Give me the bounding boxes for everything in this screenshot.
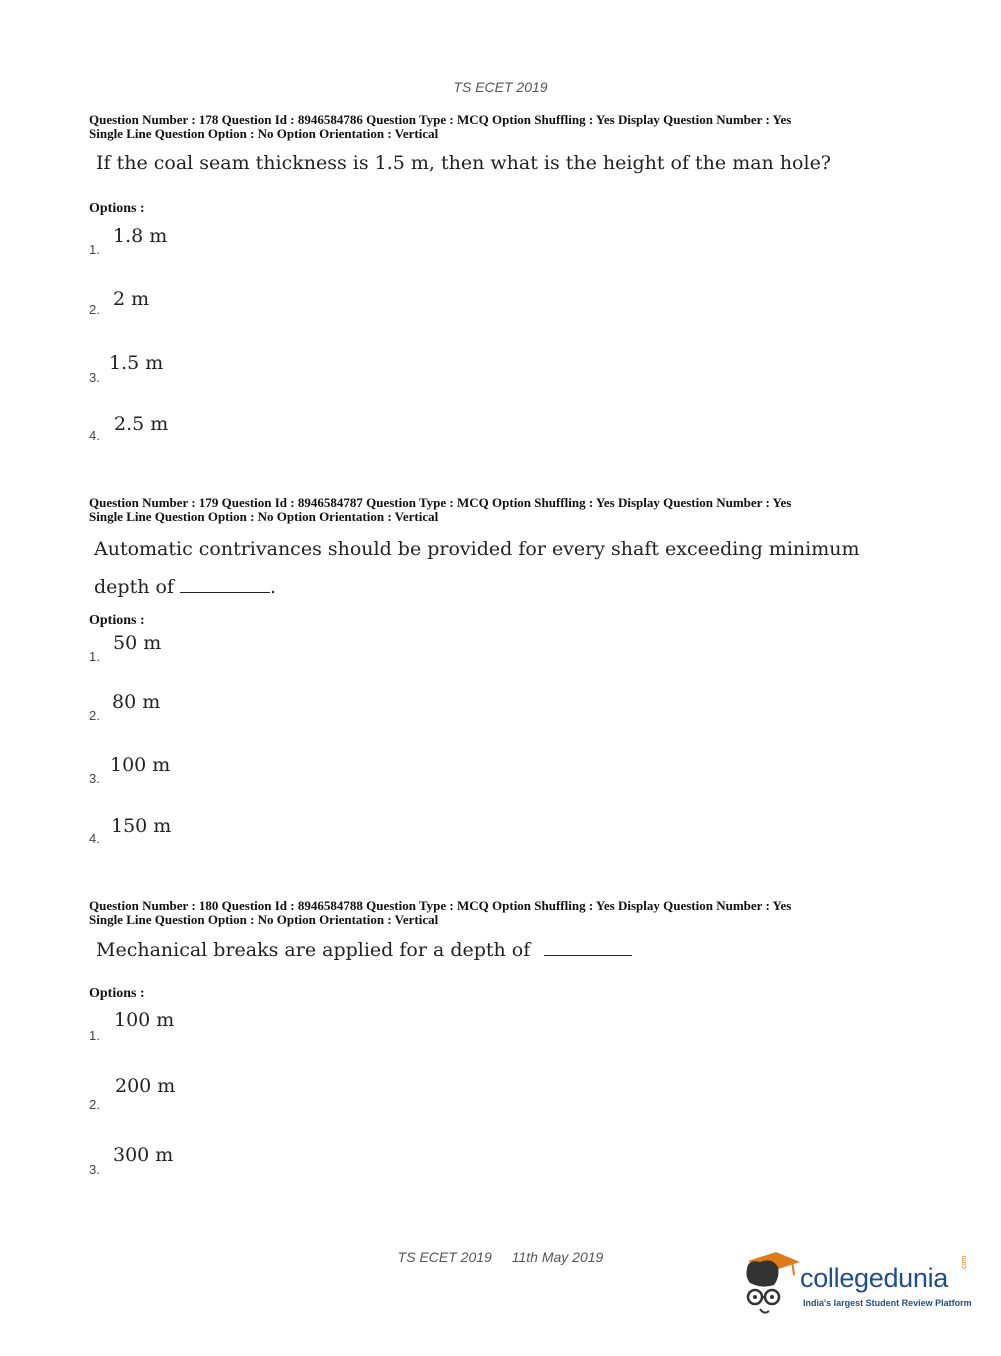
option-number: 3. bbox=[89, 370, 100, 385]
question-meta bbox=[89, 496, 919, 524]
question-text-line2 bbox=[94, 576, 276, 598]
option-text[interactable]: 100 m bbox=[110, 754, 171, 776]
option-number: 1. bbox=[89, 649, 100, 664]
option-text[interactable]: 1.8 m bbox=[113, 225, 168, 247]
logo-suffix: .com bbox=[961, 1255, 968, 1271]
option-text[interactable]: 100 m bbox=[114, 1009, 175, 1031]
question-text-line2-end: . bbox=[270, 576, 277, 598]
option-number: 2. bbox=[89, 1097, 100, 1112]
option-number: 3. bbox=[89, 771, 100, 786]
question-meta-line1: Question Number : 178 Question Id : 8946584786 Question Type : MCQ Option Shuffling : Yes Display Question Number : Yes bbox=[89, 112, 792, 127]
question-meta-line2: Single Line Question Option : No Option Orientation : Vertical bbox=[89, 509, 439, 524]
options-label: Options : bbox=[89, 613, 145, 628]
question-meta bbox=[89, 113, 919, 141]
question-meta-line2: Single Line Question Option : No Option Orientation : Vertical bbox=[89, 126, 439, 141]
option-number: 1. bbox=[89, 1028, 100, 1043]
option-text[interactable]: 300 m bbox=[113, 1144, 174, 1166]
option-number: 4. bbox=[89, 831, 100, 846]
answer-blank bbox=[180, 576, 270, 593]
question-text-line2-start: depth of bbox=[94, 576, 174, 598]
option-number: 2. bbox=[89, 708, 100, 723]
question-meta bbox=[89, 899, 919, 927]
footer-exam: TS ECET 2019 bbox=[397, 1249, 492, 1265]
option-text[interactable]: 1.5 m bbox=[109, 352, 164, 374]
option-text[interactable]: 200 m bbox=[115, 1075, 176, 1097]
question-text bbox=[96, 939, 632, 961]
question-text-start: Mechanical breaks are applied for a depth of bbox=[96, 939, 531, 961]
question-meta-line1: Question Number : 180 Question Id : 8946584788 Question Type : MCQ Option Shuffling : Yes Display Question Number : Yes bbox=[89, 898, 792, 913]
footer-date: 11th May 2019 bbox=[511, 1249, 604, 1265]
page-header: TS ECET 2019 bbox=[453, 79, 548, 95]
option-number: 3. bbox=[89, 1162, 100, 1177]
option-text[interactable]: 80 m bbox=[112, 691, 161, 713]
options-label: Options : bbox=[89, 986, 145, 1001]
question-meta-line1: Question Number : 179 Question Id : 8946584787 Question Type : MCQ Option Shuffling : Yes Display Question Number : Yes bbox=[89, 495, 792, 510]
logo-tagline: India's largest Student Review Platform bbox=[803, 1298, 972, 1308]
option-text[interactable]: 2.5 m bbox=[114, 413, 169, 435]
option-text[interactable]: 2 m bbox=[113, 288, 150, 310]
logo-name: collegedunia bbox=[800, 1263, 949, 1293]
question-text-line1: Automatic contrivances should be provided for every shaft exceeding minimum bbox=[94, 538, 860, 560]
options-label: Options : bbox=[89, 201, 145, 216]
option-text[interactable]: 150 m bbox=[111, 815, 172, 837]
collegedunia-logo bbox=[742, 1249, 972, 1319]
option-number: 1. bbox=[89, 242, 100, 257]
option-number: 4. bbox=[89, 428, 100, 443]
question-meta-line2: Single Line Question Option : No Option Orientation : Vertical bbox=[89, 912, 439, 927]
question-text: If the coal seam thickness is 1.5 m, then what is the height of the man hole? bbox=[96, 152, 831, 174]
mascot-icon bbox=[742, 1249, 802, 1319]
option-number: 2. bbox=[89, 302, 100, 317]
answer-blank bbox=[544, 939, 632, 956]
option-text[interactable]: 50 m bbox=[113, 632, 162, 654]
